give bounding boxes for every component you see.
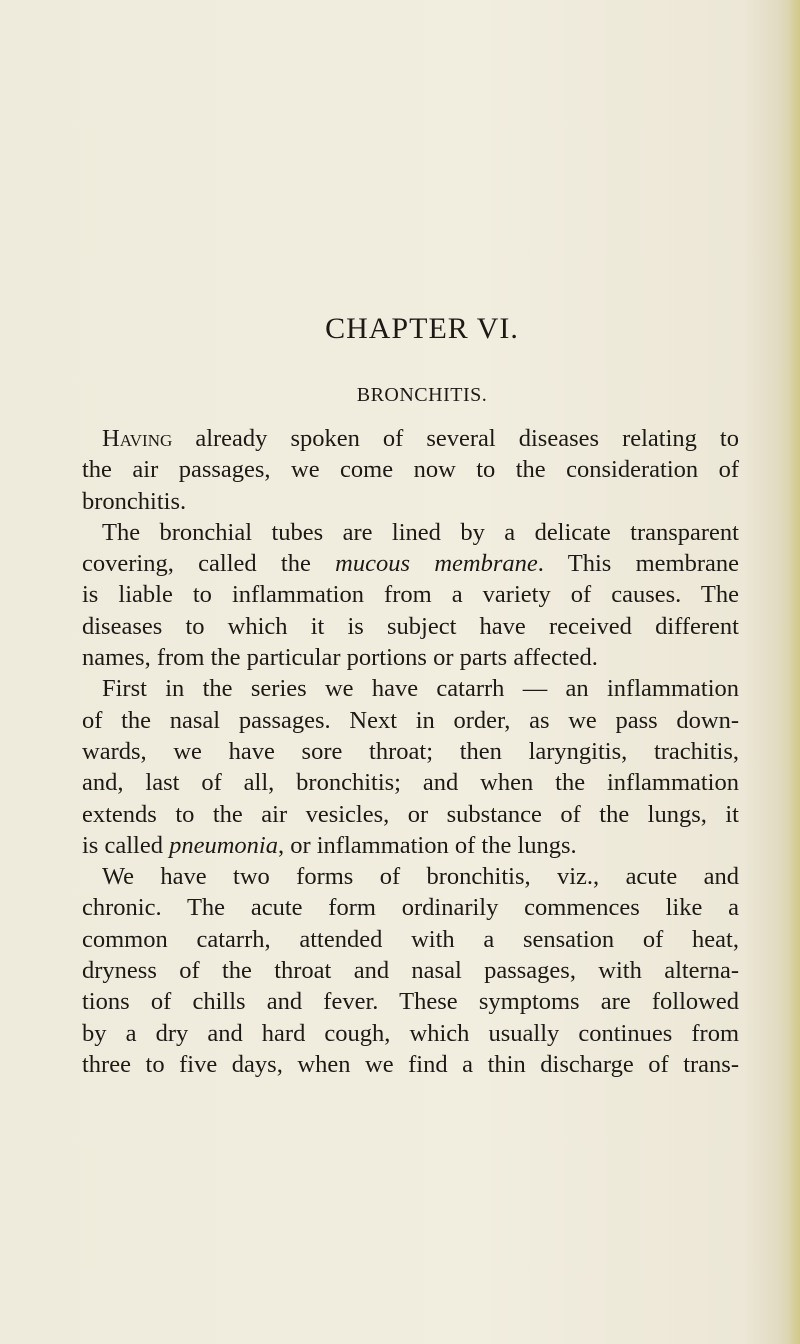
- text-line: covering, called the mucous membrane. This membrane: [82, 550, 739, 578]
- body-text: [82, 423, 739, 1080]
- text-line: three to five days, when we find a thin discharge of trans-: [82, 1050, 739, 1078]
- text-line: Having already spoken of several diseases relating to: [102, 425, 739, 452]
- page-edge-shadow: [788, 0, 800, 1344]
- text-line: We have two forms of bronchitis, viz., acute and: [102, 863, 739, 891]
- text-line: and, last of all, bronchitis; and when the inflammation: [82, 769, 739, 797]
- text-line: extends to the air vesicles, or substance of the lungs, it: [82, 800, 739, 828]
- text-line: names, from the particular portions or parts affected.: [82, 644, 598, 672]
- text-line: wards, we have sore throat; then laryngitis, trachitis,: [82, 737, 739, 765]
- text-line: tions of chills and fever. These symptoms are followed: [82, 988, 739, 1016]
- text-line: is liable to inflammation from a variety of causes. The: [82, 581, 739, 609]
- chapter-title: CHAPTER VI.: [325, 312, 519, 345]
- text-line: is called pneumonia, or inflammation of the lungs.: [82, 831, 577, 859]
- text-line: chronic. The acute form ordinarily commences like a: [82, 894, 739, 922]
- text-line: common catarrh, attended with a sensation of heat,: [82, 925, 739, 953]
- italic-term: pneumonia: [169, 831, 278, 859]
- text-line: by a dry and hard cough, which usually continues from: [82, 1019, 739, 1047]
- text-line: bronchitis.: [82, 487, 187, 515]
- text-line: the air passages, we come now to the consideration of: [82, 456, 739, 484]
- drop-word: Having: [102, 425, 173, 452]
- text-line: of the nasal passages. Next in order, as we pass down-: [82, 706, 739, 734]
- text-line: The bronchial tubes are lined by a delicate transparent: [102, 518, 739, 546]
- text-line: dryness of the throat and nasal passages, with alterna-: [82, 957, 739, 985]
- text-line: diseases to which it is subject have received different: [82, 612, 739, 640]
- italic-term: mucous membrane: [335, 550, 538, 578]
- text-line: First in the series we have catarrh — an inflammation: [102, 675, 739, 703]
- section-title: BRONCHITIS.: [356, 384, 488, 406]
